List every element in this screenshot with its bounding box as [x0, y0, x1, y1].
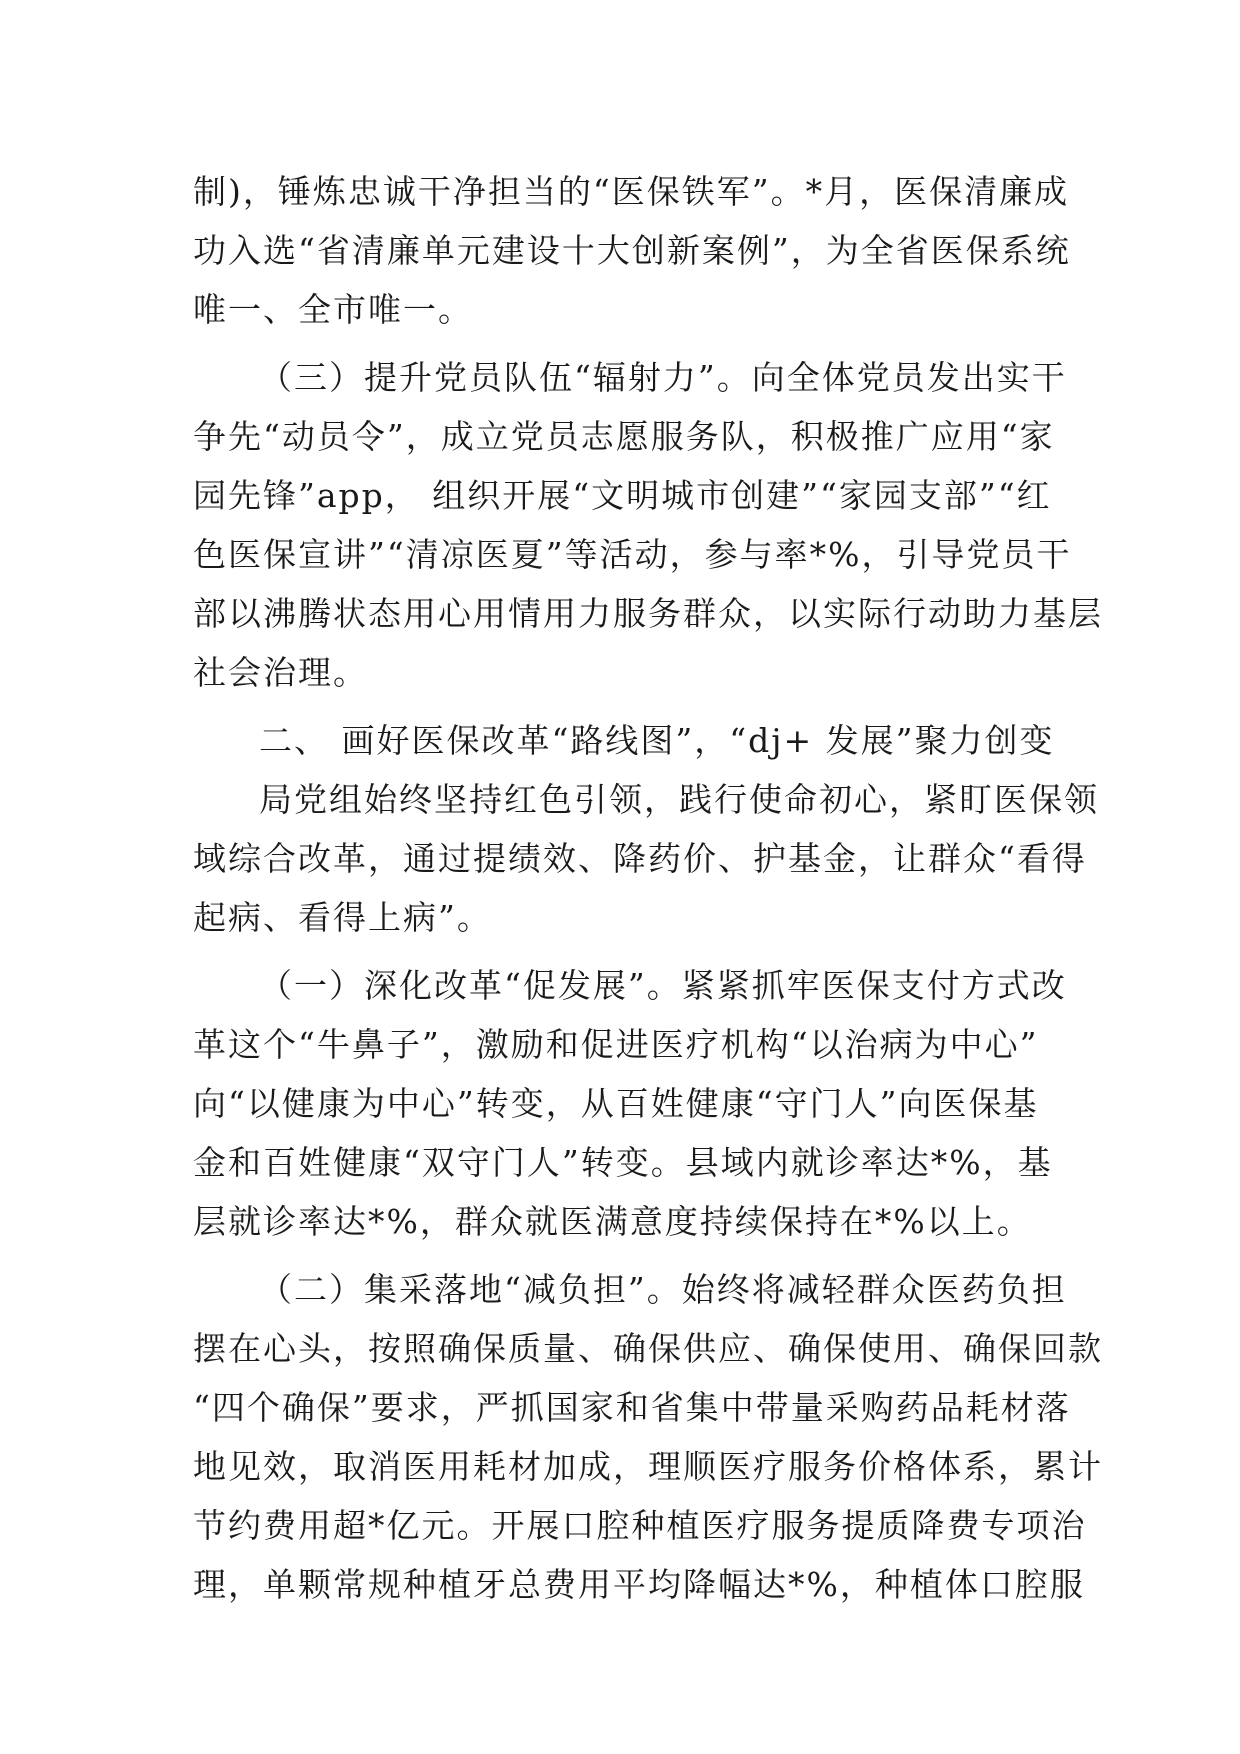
- text-line: 理，单颗常规种植牙总费用平均降幅达*%，种植体口腔服: [193, 1565, 1085, 1604]
- document-body: [193, 162, 1103, 1614]
- text-line: （三）提升党员队伍“辐射力”。向全体党员发出实干: [259, 358, 1067, 397]
- text-line: 层就诊率达*%，群众就医满意度持续保持在*%以上。: [193, 1202, 1032, 1241]
- text-line: 革这个“牛鼻子”，激励和促进医疗机构“以治病为中心”: [193, 1025, 1039, 1064]
- text-line: “四个确保”要求，严抓国家和省集中带量采购药品耗材落: [193, 1388, 1071, 1427]
- text-line: 社会治理。: [193, 653, 368, 692]
- paragraph-centralized-procurement: [193, 1260, 1103, 1614]
- text-line: 节约费用超*亿元。开展口腔种植医疗服务提质降费专项治: [193, 1506, 1087, 1545]
- text-line: 争先“动员令”，成立党员志愿服务队，积极推广应用“家: [193, 417, 1055, 456]
- paragraph-deepen-reform: [193, 956, 1067, 1251]
- text-line: （二）集采落地“减负担”。始终将减轻群众医药负担: [259, 1270, 1067, 1309]
- text-line: 域综合改革，通过提绩效、降药价、护基金，让群众“看得: [193, 839, 1087, 878]
- paragraph-qinglian-continuation: [193, 162, 1071, 339]
- paragraph-party-leadership: [193, 770, 1099, 947]
- text-line: 唯一、全市唯一。: [193, 290, 473, 329]
- text-line: 局党组始终坚持红色引领，践行使命初心，紧盯医保领: [259, 780, 1099, 819]
- text-line: 起病、看得上病”。: [193, 898, 492, 937]
- text-line: 向“以健康为中心”转变，从百姓健康“守门人”向医保基: [193, 1084, 1039, 1123]
- text-line: 地见效，取消医用耗材加成，理顺医疗服务价格体系，累计: [193, 1447, 1103, 1486]
- text-line: 园先锋”app， 组织开展“文明城市创建”“家园支部”“红: [193, 476, 1052, 515]
- heading-line: 二、 画好医保改革“路线图”，“dj+ 发展”聚力创变: [259, 721, 1055, 760]
- text-line: 金和百姓健康“双守门人”转变。县域内就诊率达*%，基: [193, 1143, 1053, 1182]
- text-line: 摆在心头，按照确保质量、确保供应、确保使用、确保回款: [193, 1329, 1103, 1368]
- text-line: 部以沸腾状态用心用情用力服务群众，以实际行动助力基层: [193, 594, 1103, 633]
- text-line: （一）深化改革“促发展”。紧紧抓牢医保支付方式改: [259, 966, 1067, 1005]
- text-line: 色医保宣讲”“清凉医夏”等活动，参与率*%，引导党员干: [193, 535, 1072, 574]
- section-heading-reform-roadmap: [193, 711, 1053, 770]
- text-line: 制)，锤炼忠诚干净担当的“医保铁军”。*月，医保清廉成: [193, 172, 1070, 211]
- paragraph-party-member-radiation: [193, 348, 1103, 702]
- text-line: 功入选“省清廉单元建设十大创新案例”，为全省医保系统: [193, 231, 1071, 270]
